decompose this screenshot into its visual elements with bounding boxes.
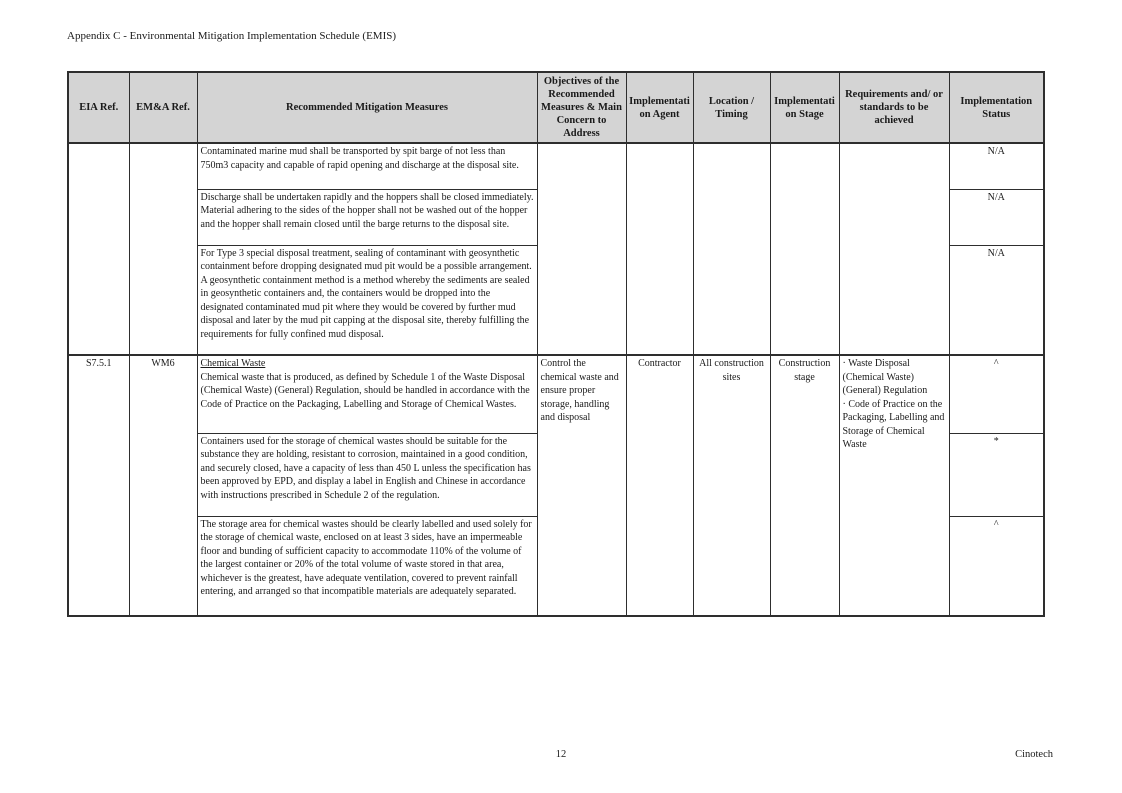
requirement-item: · Code of Practice on the Packaging, Labelling and Storage of Chemical Waste xyxy=(842,398,945,450)
stage-cell xyxy=(770,143,839,355)
column-header-requirements: Requirements and/ or standards to be achieved xyxy=(839,72,949,143)
eia-ref-cell xyxy=(68,143,129,355)
mitigation-measure-cell: Contaminated marine mud shall be transported by spit barge of not less than 750m3 capacity and capable of rapid opening and discharge at the disposal site. xyxy=(197,143,537,189)
column-header-measures: Recommended Mitigation Measures xyxy=(197,72,537,143)
location-cell: All construction sites xyxy=(693,355,770,616)
mitigation-measure-cell: For Type 3 special disposal treatment, sealing of contaminant with geosynthetic containment before dropping designated mud pit would be a possible arrangement. A geosynthetic containment method is a method whereby the sediments are sealed in geosynthetic containers and, the containers would be dropped into the designated contaminated mud pit where they would be covered by further mud disposal and later by the mud pit capping at the disposal site, thereby fulfilling the requirements for fully confined mud disposal. xyxy=(197,245,537,355)
table-row xyxy=(68,355,1044,433)
mitigation-measure-cell: Containers used for the storage of chemical wastes should be suitable for the substance they are holding, resistant to corrosion, maintained in a good condition, and securely closed, have a capacity of less than 450 L unless the specification has been approved by EPD, and display a label in English and Chinese in accordance with instructions prescribed in Schedule 2 of the regulation. xyxy=(197,433,537,516)
status-cell: * xyxy=(949,433,1044,516)
agent-cell: Contractor xyxy=(626,355,693,616)
objectives-cell: Control the chemical waste and ensure proper storage, handling and disposal xyxy=(537,355,626,616)
table-header-row xyxy=(68,72,1044,143)
measure-text: Chemical waste that is produced, as defined by Schedule 1 of the Waste Disposal (Chemical Waste) (General) Regulation, should be handled in accordance with the Code of Practice on the Packaging, Labelling and Storage of Chemical Wastes. xyxy=(200,371,530,410)
page-number: 12 xyxy=(555,749,567,760)
status-cell: ^ xyxy=(949,516,1044,616)
column-header-location-timing: Location / Timing xyxy=(693,72,770,143)
column-header-eia-ref: EIA Ref. xyxy=(68,72,129,143)
mitigation-measure-cell xyxy=(197,355,537,433)
objectives-cell xyxy=(537,143,626,355)
ema-ref-cell xyxy=(129,143,197,355)
location-cell xyxy=(693,143,770,355)
column-header-agent: Implementation Agent xyxy=(626,72,693,143)
emis-table xyxy=(67,71,1045,617)
status-cell: N/A xyxy=(949,189,1044,245)
column-header-stage: Implementation Stage xyxy=(770,72,839,143)
requirements-cell xyxy=(839,355,949,616)
column-header-ema-ref: EM&A Ref. xyxy=(129,72,197,143)
mitigation-measure-cell: The storage area for chemical wastes should be clearly labelled and used solely for the storage of chemical waste, enclosed on at least 3 sides, have an impermeable floor and bunding of sufficient capacity to accommodate 110% of the volume of the largest container or 20% of the total volume of waste stored in that area, whichever is the greatest, have adequate ventilation, covered to prevent rainfall entering, and arranged so that incompatible materials are adequately separated. xyxy=(197,516,537,616)
table-row xyxy=(68,143,1044,189)
agent-cell xyxy=(626,143,693,355)
requirements-cell xyxy=(839,143,949,355)
eia-ref-cell: S7.5.1 xyxy=(68,355,129,616)
document-title: Appendix C - Environmental Mitigation Implementation Schedule (EMIS) xyxy=(67,30,397,42)
mitigation-measure-cell: Discharge shall be undertaken rapidly and the hoppers shall be closed immediately. Material adhering to the sides of the hopper shall not be washed out of the hopper and the hopper shall remain closed until the barge returns to the disposal site. xyxy=(197,189,537,245)
stage-cell: Construction stage xyxy=(770,355,839,616)
status-cell: N/A xyxy=(949,245,1044,355)
measure-title: Chemical Waste xyxy=(200,358,266,369)
column-header-objectives: Objectives of the Recommended Measures & Main Concern to Address xyxy=(537,72,626,143)
requirement-item: · Waste Disposal (Chemical Waste) (General) Regulation xyxy=(842,358,928,396)
status-cell: N/A xyxy=(949,143,1044,189)
status-cell: ^ xyxy=(949,355,1044,433)
footer-company-name: Cinotech xyxy=(1015,749,1053,760)
ema-ref-cell: WM6 xyxy=(129,355,197,616)
column-header-status: Implementation Status xyxy=(949,72,1044,143)
